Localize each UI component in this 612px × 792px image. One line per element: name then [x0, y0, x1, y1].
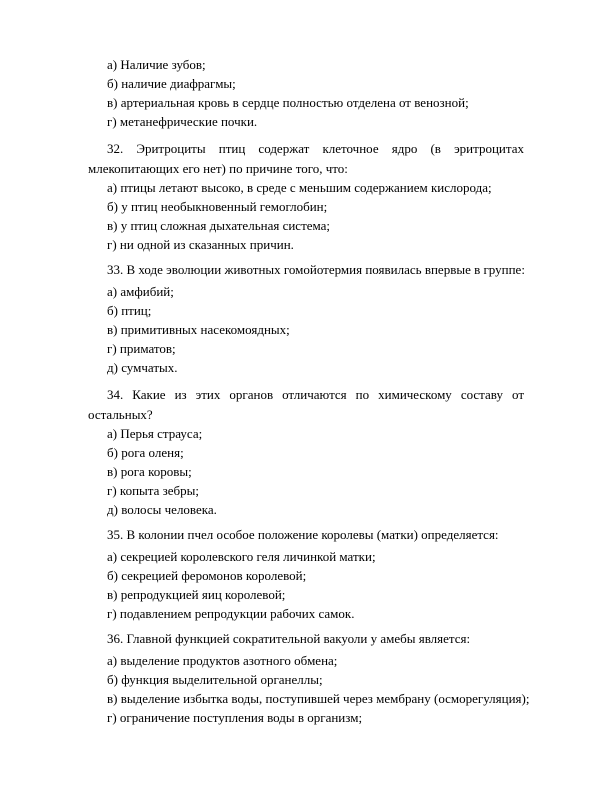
q32-answer-b: б) у птиц необыкновенный гемоглобин;	[107, 199, 328, 214]
q32-answer-c: в) у птиц сложная дыхательная система;	[107, 218, 331, 233]
q36-answer-a: а) выделение продуктов азотного обмена;	[107, 653, 338, 668]
q34-answer-c: в) рога коровы;	[107, 464, 192, 479]
q31-answer-c: в) артериальная кровь в сердце полностью отделена от венозной;	[107, 95, 469, 110]
q35-answer-a: а) секрецией королевского геля личинкой матки;	[107, 549, 376, 564]
q34-answer-d: г) копыта зебры;	[107, 483, 199, 498]
q36-answer-d: г) ограничение поступления воды в организм;	[107, 710, 363, 725]
q31-answer-d: г) метанефрические почки.	[107, 114, 258, 129]
q33-answer-c: в) примитивных насекомоядных;	[107, 322, 290, 337]
q34-answer-a: а) Перья страуса;	[107, 426, 203, 441]
q33-answer-b: б) птиц;	[107, 303, 152, 318]
q36-question: 36. Главной функцией сократительной вакуоли у амебы является:	[107, 631, 471, 646]
q36-answer-b: б) функция выделительной органеллы;	[107, 672, 323, 687]
q35-answer-d: г) подавлением репродукции рабочих самок.	[107, 606, 355, 621]
q35-question: 35. В колонии пчел особое положение королевы (матки) определяется:	[107, 527, 499, 542]
q33-question: 33. В ходе эволюции животных гомойотермия появилась впервые в группе:	[107, 262, 525, 277]
q33-answer-a: а) амфибий;	[107, 284, 174, 299]
q34-answer-b: б) рога оленя;	[107, 445, 184, 460]
q32-question: 32. Эритроциты птиц содержат клеточное ядро (в эритроцитах млекопитающих его нет) по причине того, что:	[88, 141, 524, 176]
q34-question: 34. Какие из этих органов отличаются по химическому составу от остальных?	[88, 387, 524, 422]
q31-answer-a: а) Наличие зубов;	[107, 57, 206, 72]
q31-answer-b: б) наличие диафрагмы;	[107, 76, 236, 91]
q32-answer-d: г) ни одной из сказанных причин.	[107, 237, 294, 252]
q35-answer-b: б) секрецией феромонов королевой;	[107, 568, 307, 583]
q36-answer-c: в) выделение избытка воды, поступившей через мембрану (осморегуляция);	[107, 691, 530, 706]
q32-answer-a: а) птицы летают высоко, в среде с меньшим содержанием кислорода;	[107, 180, 492, 195]
q33-answer-e: д) сумчатых.	[107, 360, 178, 375]
q33-answer-d: г) приматов;	[107, 341, 176, 356]
q35-answer-c: в) репродукцией яиц королевой;	[107, 587, 286, 602]
q34-answer-e: д) волосы человека.	[107, 502, 217, 517]
